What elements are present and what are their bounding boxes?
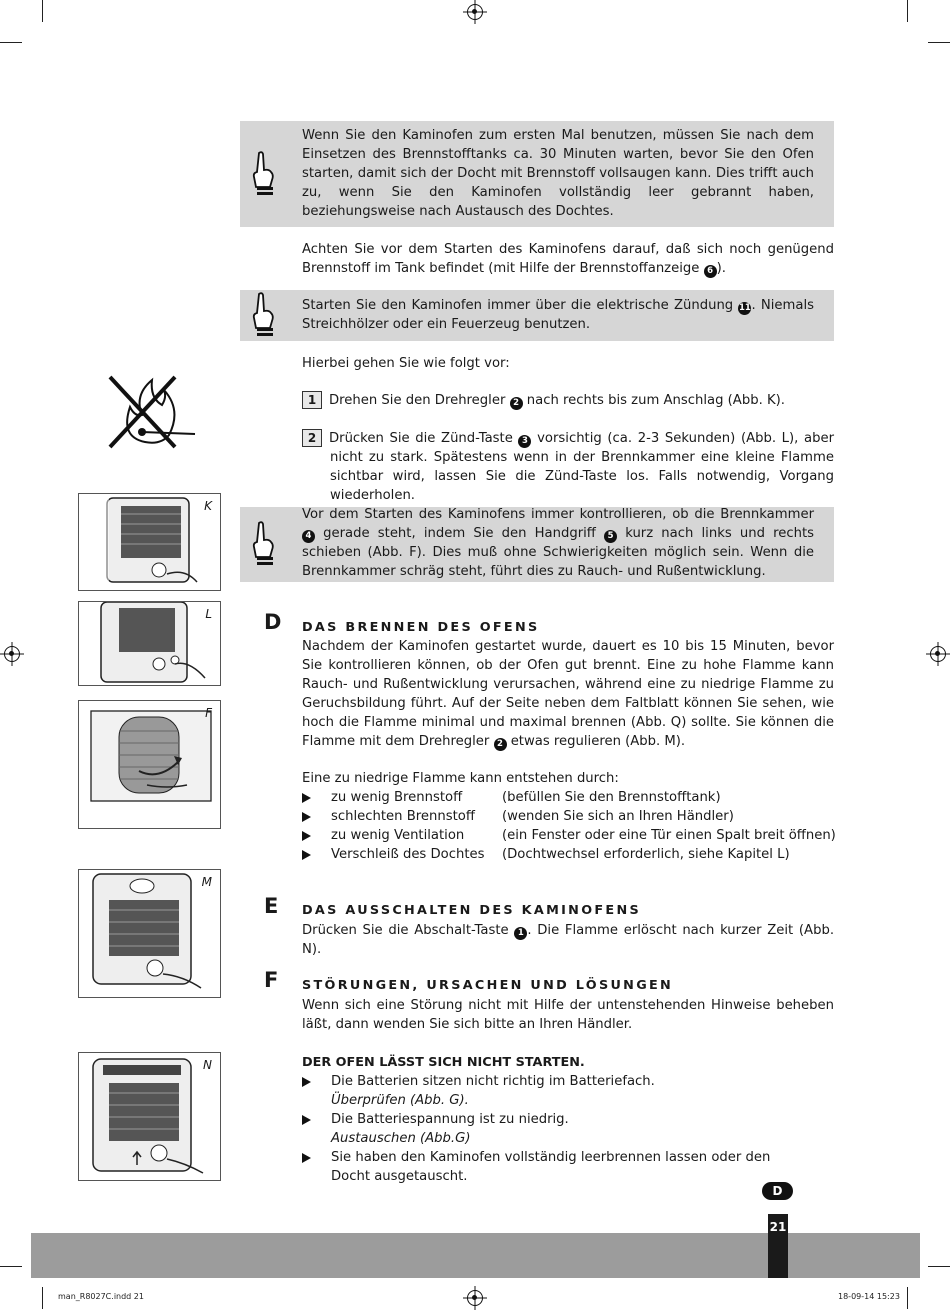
slug-date: 18-09-14 15:23 [838,1292,900,1301]
ref-handle: 5 [604,530,617,543]
note-text-part: gerade steht, indem Sie den Handgriff [315,526,605,541]
no-matches-icon [100,372,200,452]
step-text-end: nach rechts bis zum Anschlag (Abb. K). [522,393,785,408]
steps-intro: Hierbei gehen Sie wie folgt vor: [302,356,510,371]
figure-label: N [203,1058,212,1072]
language-badge: D [762,1182,793,1200]
note-text-part: Starten Sie den Kaminofen immer über die elektrische Zündung [302,298,739,313]
registration-mark-icon [4,646,20,662]
warning-note-box [240,290,834,341]
section-heading-f: STÖRUNGEN, URSACHEN UND LÖSUNGEN [302,978,674,993]
section-letter-e: E [264,894,279,918]
fault-item [302,1110,834,1148]
remedy-text: (wenden Sie sich an Ihren Händler) [502,809,734,824]
remedy-text: (ein Fenster oder eine Tür einen Spalt breit öffnen) [502,828,836,843]
step-2 [302,429,834,505]
note-text-part: kurz nach links und rechts schieben (Abb. F). Dies muß ohne Schwierigkeiten möglich sein. Wenn die Brennkammer schräg steht, führt dies zu Rauch- und Rußentwicklung. [302,526,814,579]
bullet-triangle-icon [302,793,311,803]
ref-off-button: 1 [514,927,527,940]
registration-mark-icon [930,646,946,662]
pointing-hand-icon [248,521,276,567]
section-f-paragraph: Wenn sich eine Störung nicht mit Hilfe der untenstehenden Hinweise beheben läßt, dann wenden Sie sich bitte an Ihren Händler. [302,998,834,1032]
fault-item [302,1072,834,1110]
step-text: Drehen Sie den Drehregler [329,393,510,408]
bullet-triangle-icon [302,812,311,822]
slug-filename: man_R8027C.indd 21 [58,1292,144,1301]
section-e-text-end: . Die Flamme erlöscht nach kurzer Zeit (Abb. N). [302,923,835,957]
section-f-subheading: DER OFEN LÄSST SICH NICHT STARTEN. [302,1055,585,1070]
cause-item [302,826,834,845]
step-1 [302,391,834,410]
bullet-triangle-icon [302,1077,311,1087]
section-e-text: Drücken Sie die Abschalt-Taste [302,923,515,938]
pointing-hand-icon [248,292,276,338]
heater-illustration-icon [79,870,220,997]
cause-item [302,788,834,807]
bullet-triangle-icon [302,1115,311,1125]
ref-knob: 2 [494,738,507,751]
step-text-end: vorsichtig (ca. 2-3 Sekunden) (Abb. L), aber nicht zu stark. Spätestens wenn in der Brennkammer eine kleine Flamme sichtbar wird, lassen Sie die Zünd-Taste los. Falls notwendig, Vorgang wiederholen. [330,431,834,503]
figure-n [78,1052,221,1181]
heater-illustration-icon [79,701,220,828]
section-heading-d: DAS BRENNEN DES OFENS [302,620,540,635]
section-heading-e: DAS AUSSCHALTEN DES KAMINOFENS [302,903,641,918]
crop-mark [0,42,22,43]
registration-mark-icon [467,4,483,20]
crop-mark [907,1287,908,1309]
note-text-part: Vor dem Starten des Kaminofens immer kontrollieren, ob die Brennkammer [302,507,814,522]
section-letter-d: D [264,610,282,634]
bullet-triangle-icon [302,850,311,860]
note-text [302,296,814,334]
crop-mark [928,42,950,43]
figure-f [78,700,221,829]
ref-ignition: 11 [739,303,751,313]
step-number: 1 [302,391,322,409]
figure-k [78,493,221,591]
fault-fix: Überprüfen (Abb. G). [331,1093,469,1108]
heater-illustration-icon [79,1053,220,1180]
section-d-text-end: etwas regulieren (Abb. M). [506,734,686,749]
heater-illustration-icon [79,602,220,685]
section-d-text: Nachdem der Kaminofen gestartet wurde, dauert es 10 bis 15 Minuten, bevor Sie kontrollieren können, ob der Ofen gut brennt. Eine zu hohe Flamme kann Rauch- und Rußentwicklung verursachen, während eine zu niedrige Flamme zu Geruchsbildung führt. Auf der Seite neben dem Faltblatt können Sie sehen, wie hoch die Flamme minimal und maximal brennen (Abb. Q) sollte. Sie können die Flamme mit dem Drehregler [302,639,834,749]
remedy-text: (befüllen Sie den Brennstofftank) [502,790,721,805]
causes-intro: Eine zu niedrige Flamme kann entstehen durch: [302,771,619,786]
step-number: 2 [302,429,322,447]
bullet-triangle-icon [302,1153,311,1163]
warning-note-box [240,507,834,582]
figure-m [78,869,221,998]
registration-mark-icon [467,1290,483,1306]
warning-note-box [240,121,834,227]
pointing-hand-icon [248,151,276,197]
fault-item [302,1148,834,1186]
figure-label: L [205,607,212,621]
note-text [302,505,814,581]
fault-fix: Austauschen (Abb.G) [331,1131,471,1146]
fault-text: Die Batteriespannung ist zu niedrig. [331,1112,569,1127]
cause-text: schlechten Brennstoff [331,809,475,824]
figure-label: F [205,706,212,720]
section-letter-f: F [264,968,279,992]
note-text: Wenn Sie den Kaminofen zum ersten Mal benutzen, müssen Sie nach dem Einsetzen des Brennstofftanks ca. 30 Minuten warten, bevor Sie den Ofen starten, damit sich der Docht mit Brennstoff vollsaugen kann. Dies trifft auch zu, wenn Sie den Kaminofen vollständig leer gebrannt haben, beziehungsweise nach Austausch des Dochtes. [302,128,814,219]
remedy-text: (Dochtwechsel erforderlich, siehe Kapitel L) [502,847,790,862]
fault-text: Sie haben den Kaminofen vollständig leerbrennen lassen oder den Docht ausgetauscht. [331,1150,771,1184]
crop-mark [42,0,43,22]
ref-chamber: 4 [302,530,315,543]
crop-mark [42,1287,43,1309]
crop-mark [0,1266,22,1267]
ref-knob: 2 [510,397,523,410]
section-e-paragraph [302,921,834,959]
figure-label: M [201,875,212,889]
cause-item [302,845,834,864]
step-text: Drücken Sie die Zünd-Taste [329,431,519,446]
cause-item [302,807,834,826]
cause-text: zu wenig Ventilation [331,828,465,843]
figure-l [78,601,221,686]
bullet-triangle-icon [302,831,311,841]
fuel-check-text: Achten Sie vor dem Starten des Kaminofens darauf, daß sich noch genügend Brennstoff im Tank befindet (mit Hilfe der Brennstoffanzeige [302,242,834,276]
page-number: 21 [768,1214,788,1278]
cause-text: Verschleiß des Dochtes [331,847,485,862]
heater-illustration-icon [79,494,220,590]
cause-text: zu wenig Brennstoff [331,790,463,805]
figure-label: K [204,499,212,513]
fuel-check-paragraph [302,240,834,278]
note-text-part: . Niemals Streichhölzer oder ein Feuerzeug benutzen. [302,298,814,332]
crop-mark [907,0,908,22]
crop-mark [928,1266,950,1267]
ref-fuel-gauge: 6 [704,265,717,278]
fuel-check-text-end: ). [716,261,726,276]
fault-text: Die Batterien sitzen nicht richtig im Batteriefach. [331,1074,655,1089]
section-d-paragraph [302,637,834,751]
ref-ignite-button: 3 [518,435,531,448]
